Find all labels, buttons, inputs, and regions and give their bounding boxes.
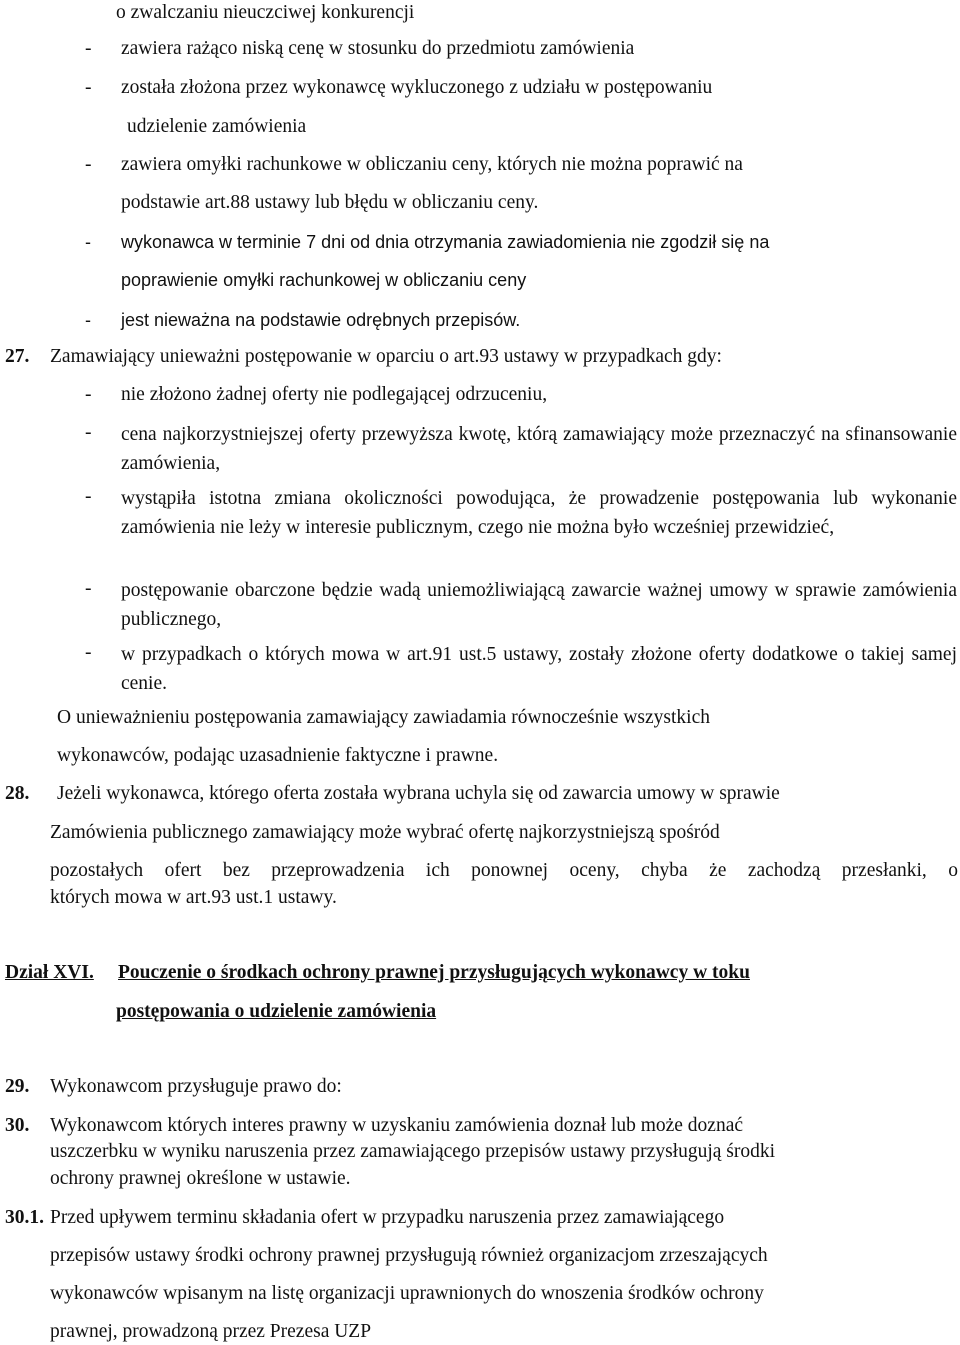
list-item-text: została złożona przez wykonawcę wykluczonego z udziału w postępowaniu [121,77,713,98]
list-item-text: postępowanie obarczone będzie wadą uniemożliwiającą zawarcie ważnej umowy w sprawie zamówienia publicznego, [121,580,957,630]
list-item-text: zawiera rażąco niską cenę w stosunku do przedmiotu zamówienia [121,38,635,59]
list-item-text: jest nieważna na podstawie odrębnych przepisów. [121,310,521,330]
list-item-text: w przypadkach o których mowa w art.91 ust.5 ustawy, zostały złożone oferty dodatkowe o takiej samej cenie. [121,644,957,694]
list-item-text: wystąpiła istotna zmiana okoliczności powodująca, że prowadzenie postępowania lub wykonanie zamówienia nie leży w interesie publicznym, czego nie można było wcześniej przewidzieć, [121,488,957,538]
text-line: prawnej, prowadzoną przez Prezesa UZP [50,1321,372,1342]
bullet-dash: - [85,38,92,59]
text-line [50,858,958,884]
text-line: których mowa w art.93 ust.1 ustawy. [50,887,337,908]
justified-text: pozostałych ofert bez przeprowadzenia ich ponownej oceny, chyba że zachodzą przesłanki, o [50,860,958,881]
section-text: Przed upływem terminu składania ofert w przypadku naruszenia przez zamawiającego [50,1207,725,1228]
section-number: 30.1. [5,1207,44,1228]
heading-prefix: Dział XVI. [5,962,94,983]
text-line: o zwalczaniu nieuczciwej konkurencji [116,2,415,23]
section-text: Wykonawcom przysługuje prawo do: [50,1076,342,1097]
bullet-dash: - [85,310,91,330]
text-line: ochrony prawnej określone w ustawie. [50,1168,351,1189]
list-item-text: cena najkorzystniejszej oferty przewyższa kwotę, którą zamawiający może przeznaczyć na sfinansowanie zamówienia, [121,424,957,474]
text-line: O unieważnieniu postępowania zamawiający zawiadamia równocześnie wszystkich [57,707,710,728]
section-text: Zamawiający unieważni postępowanie w oparciu o art.93 ustawy w przypadkach gdy: [50,346,722,367]
text-line: Zamówienia publicznego zamawiający może wybrać ofertę najkorzystniejszą spośród [50,822,720,843]
text-line: podstawie art.88 ustawy lub błędu w obliczaniu ceny. [121,192,539,213]
bullet-dash: - [85,384,92,405]
bullet-dash: - [85,422,92,443]
section-number: 29. [5,1076,30,1097]
bullet-dash: - [85,232,91,252]
text-line: udzielenie zamówienia [127,116,307,137]
list-item-text: nie złożono żadnej oferty nie podlegającej odrzuceniu, [121,384,548,405]
text-line: uszczerbku w wyniku naruszenia przez zamawiającego przepisów ustawy przysługują środki [50,1141,776,1162]
bullet-dash: - [85,642,92,663]
section-number: 28. [5,783,30,804]
list-item-text: zawiera omyłki rachunkowe w obliczaniu ceny, których nie można poprawić na [121,154,743,175]
text-line: wykonawców, podając uzasadnienie faktyczne i prawne. [57,745,499,766]
bullet-dash: - [85,154,92,175]
text-line: wykonawców wpisanym na listę organizacji uprawnionych do wnoszenia środków ochrony [50,1283,764,1304]
list-item-text: wykonawca w terminie 7 dni od dnia otrzymania zawiadomienia nie zgodził się na [121,232,770,252]
section-number: 30. [5,1115,30,1136]
text-line: poprawienie omyłki rachunkowej w obliczaniu ceny [121,270,527,290]
bullet-dash: - [85,77,92,98]
bullet-dash: - [85,578,92,599]
section-text: Wykonawcom których interes prawny w uzyskaniu zamówienia doznał lub może doznać [50,1115,744,1136]
heading-title-continued: postępowania o udzielenie zamówienia [116,1001,437,1022]
section-text: Jeżeli wykonawca, którego oferta została wybrana uchyla się od zawarcia umowy w sprawie [57,783,780,804]
section-number: 27. [5,346,30,367]
text-line: przepisów ustawy środki ochrony prawnej przysługują również organizacjom zrzeszających [50,1245,768,1266]
bullet-dash: - [85,486,92,507]
heading-title: Pouczenie o środkach ochrony prawnej przysługujących wykonawcy w toku [118,962,750,983]
